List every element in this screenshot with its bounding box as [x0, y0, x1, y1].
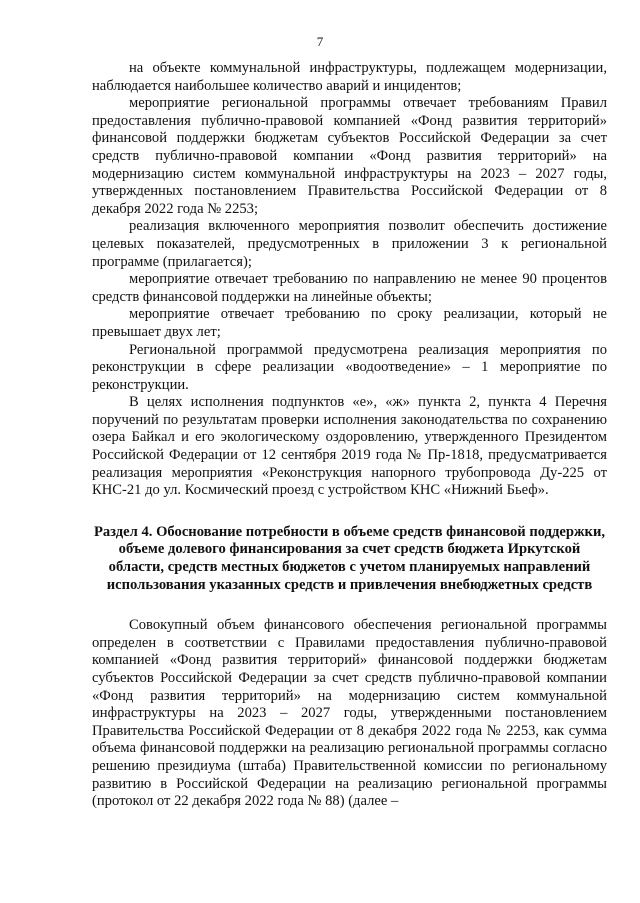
- section-heading: Раздел 4. Обоснование потребности в объеме средств финансовой поддержки, объеме долевого финансирования за счет средств бюджета Иркутской области, средств местных бюджетов с учетом планируемых направлений использования указанных средств и привлечения внебюджетных средств: [93, 523, 606, 593]
- document-body: [92, 60, 607, 811]
- page-number: 7: [316, 34, 324, 49]
- paragraph-1: на объекте коммунальной инфраструктуры, подлежащем модернизации, наблюдается наибольшее количество аварий и инцидентов;: [92, 60, 607, 94]
- paragraph-4: мероприятие отвечает требованию по направлению не менее 90 процентов средств финансовой поддержки на линейные объекты;: [92, 271, 607, 305]
- paragraph-7: В целях исполнения подпунктов «е», «ж» пункта 2, пункта 4 Перечня поручений по результатам проверки исполнения законодательства по сохранению озера Байкал и его экологическому оздоровлению, утвержденного Президентом Российской Федерации от 12 сентября 2019 года № Пр-1818, предусматривается реализация мероприятия «Реконструкция напорного трубопровода Ду-225 от КНС-21 до ул. Космический проезд с устройством КНС «Нижний Бьеф».: [92, 394, 607, 499]
- paragraph-6: Региональной программой предусмотрена реализация мероприятия по реконструкции в сфере реализации «водоотведение» – 1 мероприятие по реконструкции.: [92, 341, 607, 393]
- paragraph-2: мероприятие региональной программы отвечает требованиям Правил предоставления публично-правовой компанией «Фонд развития территорий» финансовой поддержки бюджетам субъектов Российской Федерации за счет средств публично-правовой компании «Фонд развития территорий» на модернизацию систем коммунальной инфраструктуры на 2023 – 2027 годы, утвержденных постановлением Правительства Российской Федерации от 8 декабря 2022 года № 2253;: [92, 95, 607, 217]
- paragraph-5: мероприятие отвечает требованию по сроку реализации, который не превышает двух лет;: [92, 306, 607, 340]
- paragraph-3: реализация включенного мероприятия позволит обеспечить достижение целевых показателей, предусмотренных в приложении 3 к региональной программе (прилагается);: [92, 218, 607, 270]
- paragraph-8: Совокупный объем финансового обеспечения региональной программы определен в соответствии с Правилами предоставления публично-правовой компанией «Фонд развития территорий» финансовой поддержки бюджетам субъектов Российской Федерации за счет средств публично-правовой компании «Фонд развития территорий» на модернизацию систем коммунальной инфраструктуры на 2023 – 2027 годы, утвержденными постановлением Правительства Российской Федерации от 8 декабря 2022 года № 2253, как сумма объема финансовой поддержки на реализацию региональной программы согласно решению президиума (штаба) Правительственной комиссии по региональному развитию в Российской Федерации на реализацию региональной программы (протокол от 22 декабря 2022 года № 88) (далее –: [92, 617, 607, 810]
